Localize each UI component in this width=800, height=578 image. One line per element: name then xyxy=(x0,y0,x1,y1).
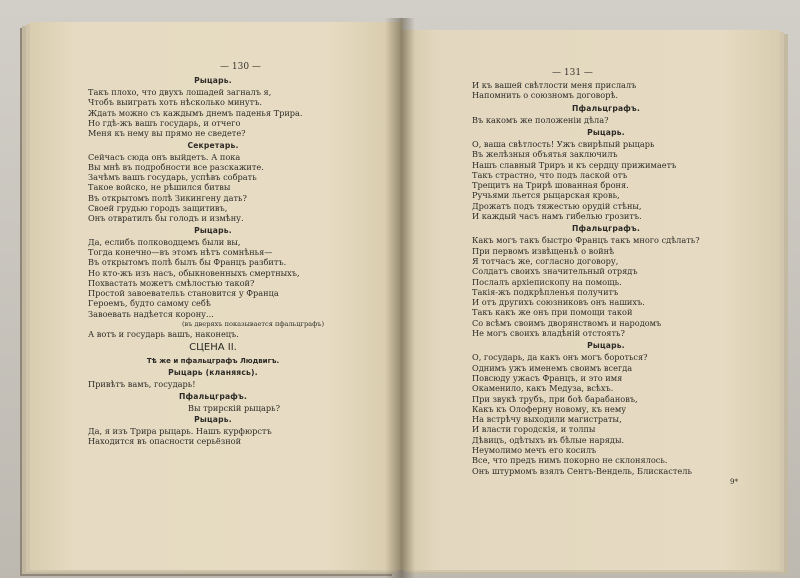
verse-line: Привѣтъ вамъ, государь! xyxy=(88,379,196,390)
verse-line: И отъ другихъ союзниковъ онъ нашихъ. xyxy=(472,297,645,308)
verse-line: Такія-жъ подкрѣпленья получитъ xyxy=(472,286,619,297)
verse-line: Чтобъ выиграть хоть нѣсколько минутъ. xyxy=(88,97,263,108)
verse-line: И каждый часъ намъ гибелью грозитъ. xyxy=(472,211,642,221)
verse-line: Трещитъ на Трирѣ шованная броня. xyxy=(472,180,629,191)
verse-line: Завоевать надѣется корону... xyxy=(88,308,214,319)
verse-line: Повсюду ужасъ Францъ, и это имя xyxy=(472,372,623,383)
verse-line: Своей грудью городъ защитивъ, xyxy=(88,203,228,213)
verse-line: Однимъ ужъ именемъ своимъ всегда xyxy=(472,362,633,373)
verse-line: Вы мнѣ въ подробности все разскажите. xyxy=(88,161,264,172)
verse-line: Героемъ, будто самому себѣ xyxy=(88,298,211,309)
verse-line: Въ открытомъ полѣ Зикингену дать? xyxy=(88,192,247,203)
verse-line: Такъ страстно, что подъ лаской отъ xyxy=(472,169,628,180)
verse-line: Неумолимо мечъ его косилъ xyxy=(472,445,597,455)
verse-line: Послалъ архіепископу на помощь. xyxy=(472,276,622,287)
right-page xyxy=(400,30,780,570)
speaker-name: Пфальцграфъ. xyxy=(571,103,641,113)
verse-line: При первомъ извѣщеньѣ о войнѣ xyxy=(472,245,615,256)
verse-line: Находится въ опасности серьёзной xyxy=(88,436,242,447)
verse-line: Все, что предъ нимъ покорно не склонялось. xyxy=(472,455,668,466)
stage-direction: (въ дверяхъ показывается пфальцграфъ) xyxy=(181,320,325,328)
verse-line: Онъ отвратилъ бы голодъ и измѣну. xyxy=(88,213,244,224)
verse-line: Ждать можно съ каждымъ днемъ паденья Трира. xyxy=(88,107,303,118)
book-spine xyxy=(385,18,415,578)
verse-line: Меня къ нему вы прямо не сведете? xyxy=(88,128,246,139)
speaker-name: Рыцарь. xyxy=(194,225,232,235)
verse-line: Вы трирскій рыцарь? xyxy=(188,402,280,413)
verse-line: Нашъ славный Триръ и къ сердцу прижимаетъ xyxy=(472,159,677,170)
verse-line: Такъ плохо, что двухъ лошадей загналъ я, xyxy=(88,87,272,97)
stage-direction: Тѣ же и пфальцграфъ Людвигъ. xyxy=(146,357,280,366)
verse-line: Тогда конечно—въ этомъ нѣтъ сомнѣнья— xyxy=(88,246,273,257)
signature-mark: 9* xyxy=(730,477,738,486)
verse-line: Зачѣмъ вашъ государь, успѣвъ собрать xyxy=(88,172,257,183)
verse-line: Въ желѣзныя объятья заключилъ xyxy=(472,149,618,160)
verse-line: Напомнить о союзномъ договорѣ. xyxy=(472,90,618,101)
verse-line: Но гдѣ-жъ вашъ государь, и отчего xyxy=(88,117,241,128)
verse-line: Похвастать можетъ смѣлостью такой? xyxy=(88,277,255,288)
verse-line: Сейчасъ сюда онъ выйдетъ. А пока xyxy=(88,151,241,162)
speaker-name: Рыцарь. xyxy=(194,76,232,85)
speaker-name: Рыцарь. xyxy=(587,127,625,137)
verse-line: Со всѣмъ своимъ дворянствомъ и народомъ xyxy=(472,317,662,328)
verse-line: О, ваша свѣтлость! Ужъ свирѣпый рыцарь xyxy=(472,138,655,149)
page-number-right: — 131 — xyxy=(552,68,593,78)
verse-line: Такое войско, не рѣшился битвы xyxy=(88,182,231,193)
verse-line: Дрожатъ подъ тяжестью орудій стѣны, xyxy=(472,200,642,211)
verse-line: Въ какомъ же положеніи дѣла? xyxy=(472,114,609,125)
verse-line: О, государь, да какъ онъ могъ бороться? xyxy=(472,352,648,363)
speaker-name: Секретарь. xyxy=(187,140,239,150)
verse-line: Но кто-жъ изъ насъ, обыкновенныхъ смертныхъ, xyxy=(88,267,300,278)
speaker-name: Рыцарь. xyxy=(194,414,232,424)
verse-line: И къ вашей свѣтлости меня прислалъ xyxy=(472,80,637,90)
verse-line: А вотъ и государь вашъ, наконецъ. xyxy=(88,329,239,339)
verse-line: Онъ штурмомъ взялъ Сентъ-Вендель, Блискастель xyxy=(472,465,692,476)
verse-line: Такъ какъ же онъ при помощи такой xyxy=(472,307,633,318)
verse-line: Ручьями льется рыцарская кровь, xyxy=(472,190,620,201)
verse-line: Да, я изъ Трира рыцарь. Нашъ курфюрстъ xyxy=(88,425,272,436)
verse-line: Окаменило, какъ Медуза, всѣхъ. xyxy=(472,383,614,394)
verse-line: И власти городскія, и толпы xyxy=(472,424,596,435)
verse-line: Какъ могъ такъ быстро Францъ такъ много сдѣлать? xyxy=(472,235,700,246)
verse-line: Въ открытомъ полѣ былъ бы Францъ разбитъ. xyxy=(88,257,287,268)
scene-heading: СЦЕНА II. xyxy=(189,342,237,354)
verse-line: Какъ къ Олоферну новому, къ нему xyxy=(472,403,627,414)
verse-line: Не могъ своихъ владѣній отстоять? xyxy=(472,328,625,338)
verse-line: Солдатъ своихъ значительный отрядъ xyxy=(472,266,638,277)
left-page xyxy=(30,22,402,570)
verse-line: На встрѣчу выходили магистраты, xyxy=(472,414,622,425)
verse-line: Я тотчасъ же, согласно договору, xyxy=(472,255,619,266)
verse-line: Да, еслибъ полководцемъ были вы, xyxy=(88,236,241,247)
page-number-left: — 130 — xyxy=(220,62,261,72)
verse-line: При звукѣ трубъ, при боѣ барабановъ, xyxy=(472,393,638,404)
verse-line: Дѣвицъ, одѣтыхъ въ бѣлые наряды. xyxy=(472,434,625,445)
speaker-name: Рыцарь. xyxy=(587,341,625,351)
speaker-name: Рыцарь (кланяясь). xyxy=(168,368,258,378)
verse-line: Простой завоевательъ становится у Франца xyxy=(88,288,279,299)
speaker-name: Пфальцграфъ. xyxy=(571,224,641,234)
speaker-name: Пфальцграфъ. xyxy=(178,391,248,401)
